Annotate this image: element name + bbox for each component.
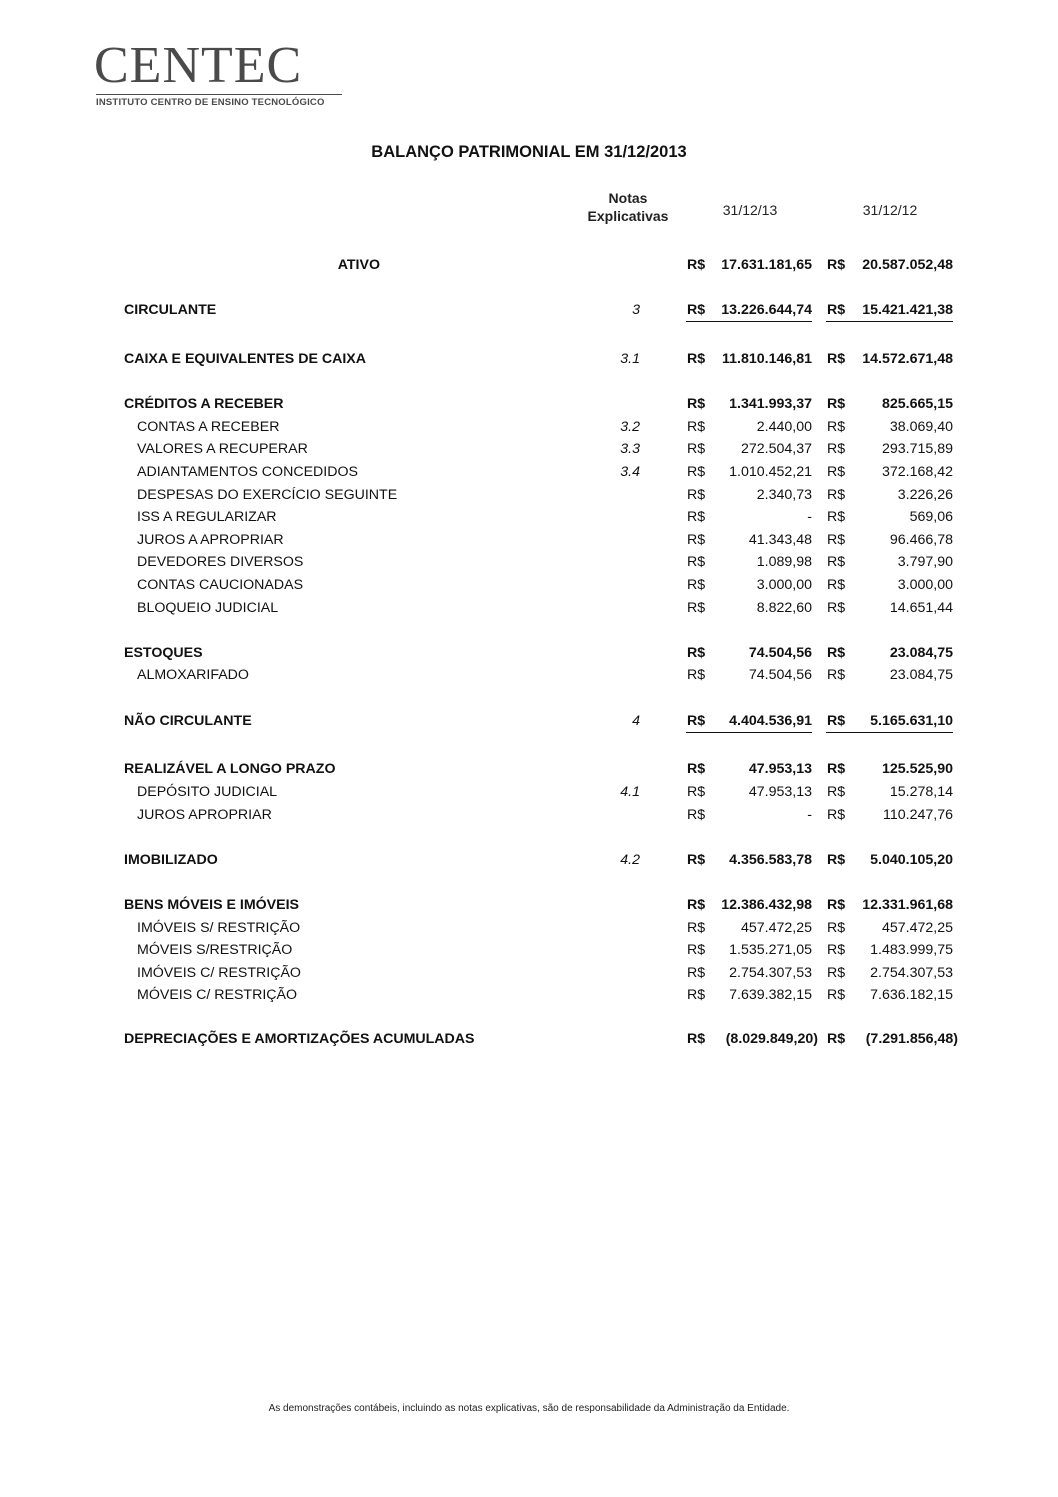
row-label: ALMOXARIFADO	[137, 667, 249, 683]
year-2012-header: 31/12/12	[862, 202, 918, 218]
currency-symbol: R$	[827, 1031, 846, 1047]
row-label: CIRCULANTE	[124, 302, 217, 318]
value-2012: 15.421.421,38	[862, 302, 953, 318]
value-2012: 2.754.307,53	[870, 965, 953, 981]
value-2012: 38.069,40	[889, 419, 953, 435]
currency-symbol: R$	[687, 645, 706, 661]
currency-symbol: R$	[687, 532, 706, 548]
value-2013: 4.404.536,91	[729, 713, 812, 729]
row-label: JUROS A APROPRIAR	[137, 532, 284, 548]
value-2012: 7.636.182,15	[870, 987, 953, 1003]
currency-symbol: R$	[687, 441, 706, 457]
total-underline	[826, 732, 953, 733]
row-label: ESTOQUES	[124, 645, 203, 661]
value-2012: 110.247,76	[883, 807, 953, 823]
row-iss-regularizar	[0, 509, 1058, 529]
value-2012: 457.472,25	[881, 920, 953, 936]
currency-symbol: R$	[827, 577, 846, 593]
currency-symbol: R$	[827, 713, 846, 729]
currency-symbol: R$	[687, 351, 706, 367]
row-label: IMOBILIZADO	[124, 852, 218, 868]
value-2012: 825.665,15	[881, 396, 953, 412]
notes-header-line1: Notas	[608, 190, 648, 206]
row-juros-apropriar	[0, 807, 1058, 827]
currency-symbol: R$	[827, 600, 846, 616]
value-2012: 5.165.631,10	[870, 713, 953, 729]
currency-symbol: R$	[827, 419, 846, 435]
total-underline	[686, 321, 812, 322]
currency-symbol: R$	[687, 509, 706, 525]
value-2013: 457.472,25	[740, 920, 812, 936]
row-estoques	[0, 645, 1058, 665]
value-2013: 3.000,00	[756, 577, 812, 593]
value-2012: 5.040.105,20	[870, 852, 953, 868]
currency-symbol: R$	[687, 600, 706, 616]
currency-symbol: R$	[827, 302, 846, 318]
note-ref: 3.1	[620, 351, 640, 367]
value-2012: 20.587.052,48	[862, 257, 953, 273]
note-ref: 3.3	[620, 441, 640, 457]
value-2012: 12.331.961,68	[862, 897, 953, 913]
value-2013: 2.440,00	[756, 419, 812, 435]
currency-symbol: R$	[687, 1031, 706, 1047]
value-2013: 17.631.181,65	[721, 257, 812, 273]
value-2012: 3.000,00	[897, 577, 953, 593]
value-2012: 96.466,78	[889, 532, 953, 548]
row-bens-moveis-imoveis	[0, 897, 1058, 917]
currency-symbol: R$	[687, 942, 706, 958]
row-label: MÓVEIS C/ RESTRIÇÃO	[137, 987, 298, 1003]
note-ref: 4.2	[620, 852, 640, 868]
currency-symbol: R$	[687, 487, 706, 503]
currency-symbol: R$	[687, 713, 706, 729]
value-2013: 272.504,37	[740, 441, 812, 457]
total-underline	[686, 732, 812, 733]
row-label: NÃO CIRCULANTE	[124, 713, 252, 729]
currency-symbol: R$	[687, 965, 706, 981]
row-label: CONTAS CAUCIONADAS	[137, 577, 304, 593]
row-despesas-exercicio	[0, 487, 1058, 507]
currency-symbol: R$	[687, 577, 706, 593]
currency-symbol: R$	[827, 667, 846, 683]
row-bloqueio-judicial	[0, 600, 1058, 620]
row-label: DEPRECIAÇÕES E AMORTIZAÇÕES ACUMULADAS	[124, 1031, 475, 1047]
currency-symbol: R$	[687, 396, 706, 412]
row-moveis-s-restricao	[0, 942, 1058, 962]
row-label: MÓVEIS S/RESTRIÇÃO	[137, 942, 293, 958]
row-moveis-c-restricao	[0, 987, 1058, 1007]
row-nao-circulante	[0, 713, 1058, 733]
row-almoxarifado	[0, 667, 1058, 687]
currency-symbol: R$	[687, 987, 706, 1003]
currency-symbol: R$	[827, 784, 846, 800]
value-2013: 2.754.307,53	[729, 965, 812, 981]
value-2012: 23.084,75	[889, 645, 953, 661]
currency-symbol: R$	[687, 554, 706, 570]
value-2013: 2.340,73	[756, 487, 812, 503]
row-caixa	[0, 351, 1058, 371]
note-ref: 4.1	[620, 784, 640, 800]
value-2012: 3.797,90	[897, 554, 953, 570]
row-label: VALORES A RECUPERAR	[137, 441, 308, 457]
value-2012: 14.572.671,48	[862, 351, 953, 367]
row-label: REALIZÁVEL A LONGO PRAZO	[124, 761, 336, 777]
currency-symbol: R$	[687, 667, 706, 683]
note-ref: 4	[632, 713, 640, 729]
currency-symbol: R$	[827, 257, 846, 273]
currency-symbol: R$	[827, 645, 846, 661]
row-label: ATIVO	[337, 257, 380, 273]
currency-symbol: R$	[827, 487, 846, 503]
row-imobilizado	[0, 852, 1058, 872]
row-label: IMÓVEIS C/ RESTRIÇÃO	[137, 965, 301, 981]
currency-symbol: R$	[827, 351, 846, 367]
row-label: DEPÓSITO JUDICIAL	[137, 784, 278, 800]
row-label: BLOQUEIO JUDICIAL	[137, 600, 279, 616]
value-2013: -	[807, 807, 812, 823]
row-devedores-diversos	[0, 554, 1058, 574]
value-2013: 47.953,13	[748, 784, 812, 800]
row-label: ADIANTAMENTOS CONCEDIDOS	[137, 464, 358, 480]
currency-symbol: R$	[827, 920, 846, 936]
currency-symbol: R$	[827, 554, 846, 570]
value-2012: 1.483.999,75	[870, 942, 953, 958]
note-ref: 3	[632, 302, 640, 318]
value-2012: 23.084,75	[889, 667, 953, 683]
currency-symbol: R$	[687, 807, 706, 823]
currency-symbol: R$	[827, 807, 846, 823]
row-contas-receber	[0, 419, 1058, 439]
value-2013: 13.226.644,74	[721, 302, 812, 318]
row-imoveis-s-restricao	[0, 920, 1058, 940]
value-2013: 8.822,60	[756, 600, 812, 616]
value-2013: 1.535.271,05	[729, 942, 812, 958]
currency-symbol: R$	[827, 441, 846, 457]
currency-symbol: R$	[827, 987, 846, 1003]
currency-symbol: R$	[827, 897, 846, 913]
page-title: BALANÇO PATRIMONIAL EM 31/12/2013	[371, 143, 687, 161]
currency-symbol: R$	[687, 920, 706, 936]
row-imoveis-c-restricao	[0, 965, 1058, 985]
row-label: JUROS APROPRIAR	[137, 807, 272, 823]
row-label: CAIXA E EQUIVALENTES DE CAIXA	[124, 351, 367, 367]
currency-symbol: R$	[827, 509, 846, 525]
currency-symbol: R$	[827, 761, 846, 777]
currency-symbol: R$	[827, 942, 846, 958]
footer-note: As demonstrações contábeis, incluindo as notas explicativas, são de responsabilidade da Administração da Entidade.	[268, 1403, 790, 1414]
value-2012: 125.525,90	[881, 761, 953, 777]
value-2013: 47.953,13	[748, 761, 812, 777]
year-2013-header: 31/12/13	[722, 202, 778, 218]
row-adiantamentos	[0, 464, 1058, 484]
currency-symbol: R$	[687, 897, 706, 913]
row-circulante	[0, 302, 1058, 322]
value-2013: 7.639.382,15	[729, 987, 812, 1003]
currency-symbol: R$	[687, 852, 706, 868]
value-2012: 14.651,44	[889, 600, 953, 616]
value-2013: 12.386.432,98	[721, 897, 812, 913]
note-ref: 3.4	[620, 464, 640, 480]
total-underline	[826, 321, 953, 322]
notes-header	[578, 190, 678, 224]
value-2012: 569,06	[909, 509, 953, 525]
logo-name: CENTEC	[94, 37, 303, 94]
notes-header-line2: Explicativas	[587, 208, 669, 224]
logo-divider	[96, 94, 342, 95]
row-label: DEVEDORES DIVERSOS	[137, 554, 304, 570]
value-2012: (7.291.856,48)	[865, 1031, 958, 1047]
row-creditos	[0, 396, 1058, 416]
row-valores-recuperar	[0, 441, 1058, 461]
row-realizavel-longo-prazo	[0, 761, 1058, 781]
currency-symbol: R$	[827, 852, 846, 868]
currency-symbol: R$	[687, 419, 706, 435]
value-2012: 372.168,42	[881, 464, 953, 480]
row-label: IMÓVEIS S/ RESTRIÇÃO	[137, 920, 301, 936]
row-label: BENS MÓVEIS E IMÓVEIS	[124, 897, 300, 913]
currency-symbol: R$	[687, 257, 706, 273]
row-label: CONTAS A RECEBER	[137, 419, 280, 435]
row-label: CRÉDITOS A RECEBER	[124, 396, 284, 412]
currency-symbol: R$	[687, 784, 706, 800]
value-2012: 15.278,14	[889, 784, 953, 800]
value-2013: 41.343,48	[748, 532, 812, 548]
currency-symbol: R$	[687, 464, 706, 480]
value-2013: 1.341.993,37	[729, 396, 812, 412]
currency-symbol: R$	[687, 302, 706, 318]
value-2012: 293.715,89	[881, 441, 953, 457]
value-2012: 3.226,26	[897, 487, 953, 503]
currency-symbol: R$	[827, 532, 846, 548]
row-contas-caucionadas	[0, 577, 1058, 597]
value-2013: -	[807, 509, 812, 525]
logo-subtitle: INSTITUTO CENTRO DE ENSINO TECNOLÓGICO	[96, 97, 325, 108]
row-ativo	[0, 257, 1058, 277]
value-2013: 74.504,56	[748, 645, 812, 661]
centec-logo	[94, 37, 325, 108]
currency-symbol: R$	[827, 464, 846, 480]
value-2013: 74.504,56	[748, 667, 812, 683]
currency-symbol: R$	[827, 965, 846, 981]
value-2013: 1.010.452,21	[729, 464, 812, 480]
note-ref: 3.2	[620, 419, 640, 435]
row-label: DESPESAS DO EXERCÍCIO SEGUINTE	[137, 487, 398, 503]
value-2013: (8.029.849,20)	[725, 1031, 818, 1047]
row-label: ISS A REGULARIZAR	[137, 509, 277, 525]
currency-symbol: R$	[687, 761, 706, 777]
value-2013: 1.089,98	[756, 554, 812, 570]
row-depreciacoes	[0, 1031, 1058, 1051]
currency-symbol: R$	[827, 396, 846, 412]
row-juros-a-apropriar	[0, 532, 1058, 552]
value-2013: 4.356.583,78	[729, 852, 812, 868]
value-2013: 11.810.146,81	[722, 351, 812, 367]
row-deposito-judicial	[0, 784, 1058, 804]
